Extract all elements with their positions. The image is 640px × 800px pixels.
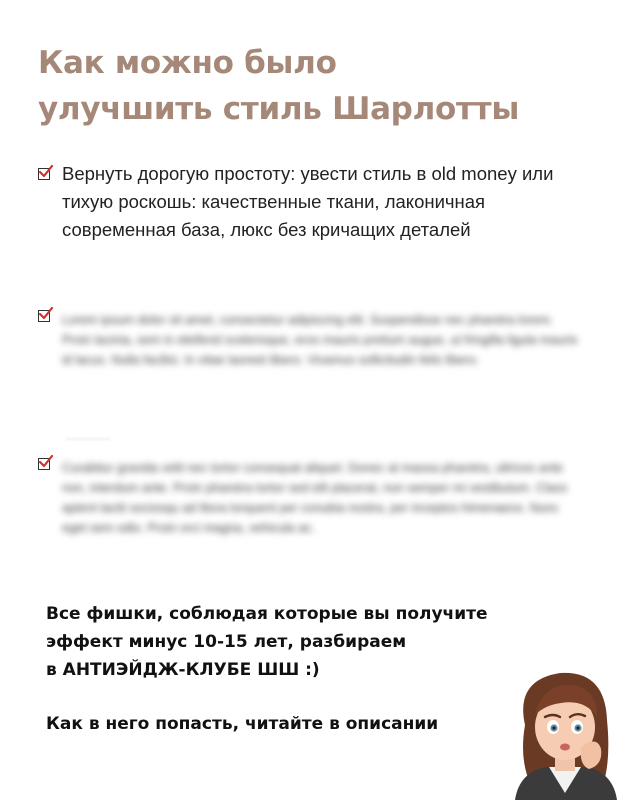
blurred-list-item-text: Lorem ipsum dolor sit amet, consectetur adipiscing elit. Suspendisse nec pharetra lorem. Proin lacinia, sem in eleifend scelerisque, eros mauris pretium augue, ut fringilla ligula mauris id lacus. Nulla facilisi. In vitae laoreet libero. Vivamus sollicitudin felis libero. bbox=[62, 313, 578, 367]
title-line-2: улучшить стиль Шарлотты bbox=[38, 91, 520, 127]
promo-line-1: Все фишки, соблюдая которые вы получите bbox=[46, 604, 488, 624]
promo-line-3: в АНТИЭЙДЖ-КЛУБЕ ШШ :) bbox=[46, 660, 320, 680]
title-line-1: Как можно было bbox=[38, 45, 337, 81]
promo-line-2: эффект минус 10-15 лет, разбираем bbox=[46, 632, 407, 652]
promo-block bbox=[46, 600, 566, 734]
checkbox-checked-icon bbox=[38, 310, 50, 322]
promo-cta: Как в него попасть, читайте в описании bbox=[46, 714, 439, 734]
page-title bbox=[38, 40, 618, 132]
list-item-text: Вернуть дорогую простоту: увести стиль в old money или тихую роскошь: качественные ткани, лаконичная современная база, люкс без кричащих деталей bbox=[62, 163, 554, 240]
checkbox-checked-icon bbox=[38, 168, 50, 180]
list-item bbox=[38, 160, 608, 244]
divider bbox=[66, 438, 110, 440]
blurred-list-item-text: Curabitur gravida velit nec tortor consequat aliquet. Donec at massa pharetra, ultrices ante non, interdum ante. Proin pharetra tortor sed elit placerat, non semper mi vestibulum. Class aptent taciti sociosqu ad litora torquent per conubia nostra, per inceptos himenaeos. Nunc eget sem odio. Proin orci magna, vehicula ac. bbox=[62, 461, 568, 535]
list-item bbox=[38, 456, 608, 538]
list-item bbox=[38, 308, 608, 370]
avatar-illustration bbox=[505, 665, 625, 800]
checkbox-checked-icon bbox=[38, 458, 50, 470]
